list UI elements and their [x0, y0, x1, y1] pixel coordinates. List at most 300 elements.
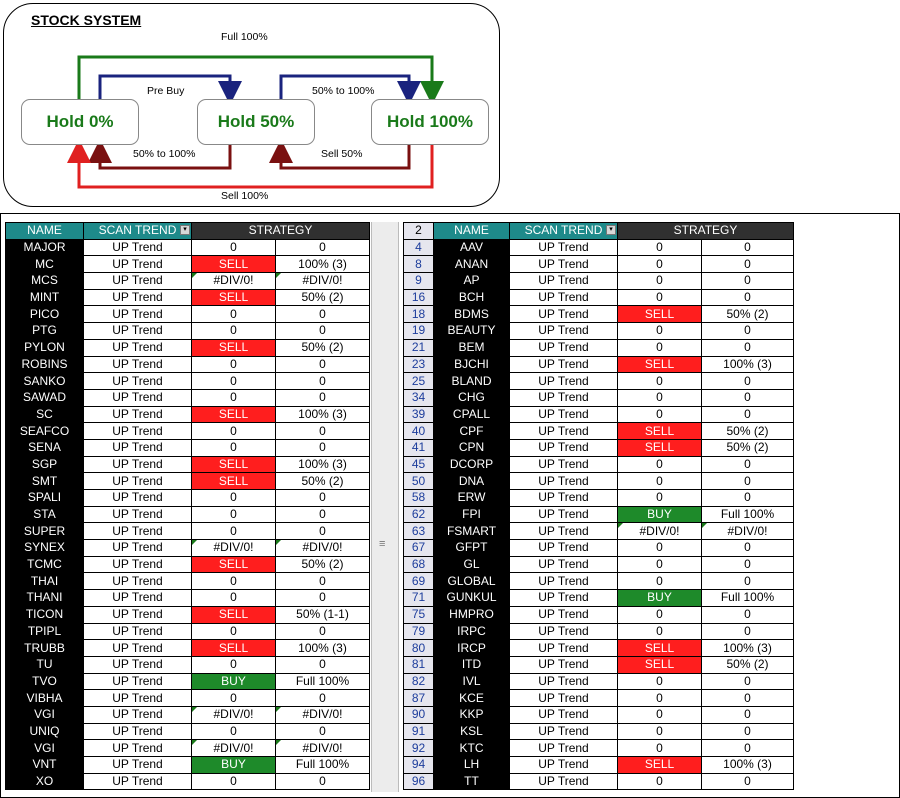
- strategy-signal-cell[interactable]: 0: [192, 573, 276, 590]
- stock-name-cell[interactable]: TICON: [6, 606, 84, 623]
- strategy-position-cell[interactable]: 0: [702, 289, 794, 306]
- strategy-signal-cell[interactable]: 0: [618, 389, 702, 406]
- scan-trend-cell[interactable]: UP Trend: [84, 757, 192, 774]
- strategy-position-cell[interactable]: 50% (2): [702, 439, 794, 456]
- row-number-cell[interactable]: 80: [404, 640, 434, 657]
- strategy-signal-cell[interactable]: 0: [618, 256, 702, 273]
- stock-name-cell[interactable]: BDMS: [434, 306, 510, 323]
- strategy-signal-cell[interactable]: 0: [192, 439, 276, 456]
- scan-trend-cell[interactable]: UP Trend: [510, 523, 618, 540]
- scan-trend-cell[interactable]: UP Trend: [510, 490, 618, 507]
- strategy-signal-cell[interactable]: #DIV/0!: [192, 540, 276, 557]
- stock-name-cell[interactable]: PICO: [6, 306, 84, 323]
- stock-name-cell[interactable]: AP: [434, 273, 510, 290]
- stock-name-cell[interactable]: KSL: [434, 723, 510, 740]
- scan-trend-cell[interactable]: UP Trend: [84, 740, 192, 757]
- row-number-cell[interactable]: 4: [404, 239, 434, 256]
- row-number-cell[interactable]: 9: [404, 273, 434, 290]
- scan-trend-header[interactable]: [84, 223, 192, 240]
- scan-trend-cell[interactable]: UP Trend: [84, 523, 192, 540]
- strategy-position-cell[interactable]: 0: [702, 389, 794, 406]
- strategy-position-cell[interactable]: 0: [702, 256, 794, 273]
- row-number-cell[interactable]: 91: [404, 723, 434, 740]
- strategy-position-cell[interactable]: 100% (3): [702, 757, 794, 774]
- row-number-cell[interactable]: 45: [404, 456, 434, 473]
- strategy-signal-cell[interactable]: 0: [618, 673, 702, 690]
- strategy-position-cell[interactable]: 100% (3): [702, 356, 794, 373]
- stock-name-cell[interactable]: SC: [6, 406, 84, 423]
- strategy-position-cell[interactable]: 0: [276, 323, 370, 340]
- strategy-signal-cell[interactable]: 0: [192, 323, 276, 340]
- stock-name-cell[interactable]: SAWAD: [6, 389, 84, 406]
- row-number-cell[interactable]: 21: [404, 339, 434, 356]
- row-number-cell[interactable]: 58: [404, 490, 434, 507]
- scan-trend-cell[interactable]: UP Trend: [510, 289, 618, 306]
- strategy-signal-cell[interactable]: SELL: [192, 606, 276, 623]
- strategy-signal-cell[interactable]: 0: [618, 556, 702, 573]
- strategy-signal-cell[interactable]: 0: [618, 490, 702, 507]
- stock-name-cell[interactable]: TRUBB: [6, 640, 84, 657]
- row-number-cell[interactable]: 50: [404, 473, 434, 490]
- strategy-signal-cell[interactable]: 0: [618, 273, 702, 290]
- strategy-position-cell[interactable]: Full 100%: [702, 506, 794, 523]
- strategy-signal-cell[interactable]: 0: [618, 573, 702, 590]
- scan-trend-cell[interactable]: UP Trend: [510, 540, 618, 557]
- stock-name-cell[interactable]: CPALL: [434, 406, 510, 423]
- strategy-position-cell[interactable]: 100% (3): [702, 640, 794, 657]
- scan-trend-cell[interactable]: UP Trend: [84, 540, 192, 557]
- scan-trend-cell[interactable]: UP Trend: [84, 423, 192, 440]
- strategy-signal-cell[interactable]: 0: [618, 456, 702, 473]
- scan-trend-cell[interactable]: UP Trend: [84, 590, 192, 607]
- strategy-position-cell[interactable]: 50% (2): [702, 423, 794, 440]
- row-number-cell[interactable]: 94: [404, 757, 434, 774]
- strategy-signal-cell[interactable]: 0: [618, 623, 702, 640]
- row-number-cell[interactable]: 62: [404, 506, 434, 523]
- strategy-position-cell[interactable]: 50% (2): [276, 473, 370, 490]
- strategy-position-cell[interactable]: 50% (2): [276, 556, 370, 573]
- strategy-signal-cell[interactable]: #DIV/0!: [192, 273, 276, 290]
- scan-trend-cell[interactable]: UP Trend: [84, 556, 192, 573]
- stock-name-cell[interactable]: DNA: [434, 473, 510, 490]
- row-number-cell[interactable]: 69: [404, 573, 434, 590]
- strategy-position-cell[interactable]: 100% (3): [276, 640, 370, 657]
- strategy-position-cell[interactable]: #DIV/0!: [276, 740, 370, 757]
- strategy-signal-cell[interactable]: SELL: [192, 556, 276, 573]
- stock-name-cell[interactable]: VGI: [6, 706, 84, 723]
- scan-trend-cell[interactable]: UP Trend: [84, 306, 192, 323]
- strategy-position-cell[interactable]: #DIV/0!: [702, 523, 794, 540]
- stock-name-cell[interactable]: SGP: [6, 456, 84, 473]
- row-number-cell[interactable]: 75: [404, 606, 434, 623]
- scan-trend-cell[interactable]: UP Trend: [84, 656, 192, 673]
- scan-trend-cell[interactable]: UP Trend: [510, 323, 618, 340]
- strategy-position-cell[interactable]: 0: [276, 306, 370, 323]
- strategy-position-cell[interactable]: 0: [702, 323, 794, 340]
- strategy-position-cell[interactable]: 0: [276, 590, 370, 607]
- stock-name-cell[interactable]: VNT: [6, 757, 84, 774]
- stock-name-cell[interactable]: AAV: [434, 239, 510, 256]
- scan-trend-cell[interactable]: UP Trend: [84, 356, 192, 373]
- strategy-signal-cell[interactable]: SELL: [618, 306, 702, 323]
- scan-trend-cell[interactable]: UP Trend: [84, 606, 192, 623]
- scan-trend-cell[interactable]: UP Trend: [84, 773, 192, 790]
- row-number-cell[interactable]: 18: [404, 306, 434, 323]
- strategy-position-cell[interactable]: 0: [276, 239, 370, 256]
- row-number-cell[interactable]: 19: [404, 323, 434, 340]
- strategy-signal-cell[interactable]: 0: [618, 723, 702, 740]
- stock-name-cell[interactable]: UNIQ: [6, 723, 84, 740]
- strategy-position-cell[interactable]: 50% (2): [276, 289, 370, 306]
- row-number-cell[interactable]: 68: [404, 556, 434, 573]
- strategy-signal-cell[interactable]: #DIV/0!: [618, 523, 702, 540]
- scan-trend-cell[interactable]: UP Trend: [510, 356, 618, 373]
- stock-name-cell[interactable]: ERW: [434, 490, 510, 507]
- strategy-signal-cell[interactable]: SELL: [618, 356, 702, 373]
- strategy-signal-cell[interactable]: 0: [618, 740, 702, 757]
- scan-trend-cell[interactable]: UP Trend: [510, 406, 618, 423]
- row-number-cell[interactable]: 81: [404, 656, 434, 673]
- scan-trend-cell[interactable]: UP Trend: [510, 423, 618, 440]
- stock-name-cell[interactable]: MINT: [6, 289, 84, 306]
- strategy-signal-cell[interactable]: 0: [192, 623, 276, 640]
- scan-trend-cell[interactable]: UP Trend: [84, 273, 192, 290]
- scan-trend-cell[interactable]: UP Trend: [510, 757, 618, 774]
- strategy-position-cell[interactable]: #DIV/0!: [276, 706, 370, 723]
- strategy-signal-cell[interactable]: SELL: [192, 256, 276, 273]
- strategy-signal-cell[interactable]: 0: [618, 690, 702, 707]
- strategy-signal-cell[interactable]: 0: [192, 590, 276, 607]
- strategy-position-cell[interactable]: #DIV/0!: [276, 540, 370, 557]
- strategy-position-cell[interactable]: 50% (2): [276, 339, 370, 356]
- strategy-signal-cell[interactable]: 0: [192, 356, 276, 373]
- strategy-position-cell[interactable]: 0: [702, 373, 794, 390]
- strategy-signal-cell[interactable]: SELL: [618, 757, 702, 774]
- strategy-signal-cell[interactable]: 0: [618, 706, 702, 723]
- strategy-position-cell[interactable]: 0: [276, 439, 370, 456]
- stock-name-cell[interactable]: STA: [6, 506, 84, 523]
- scan-trend-cell[interactable]: UP Trend: [510, 706, 618, 723]
- stock-name-cell[interactable]: CHG: [434, 389, 510, 406]
- scan-trend-cell[interactable]: UP Trend: [84, 640, 192, 657]
- pane-splitter[interactable]: [371, 222, 399, 792]
- strategy-signal-cell[interactable]: SELL: [618, 439, 702, 456]
- strategy-signal-cell[interactable]: #DIV/0!: [192, 706, 276, 723]
- strategy-signal-cell[interactable]: 0: [618, 540, 702, 557]
- strategy-signal-cell[interactable]: 0: [618, 373, 702, 390]
- strategy-position-cell[interactable]: 0: [276, 389, 370, 406]
- scan-trend-cell[interactable]: UP Trend: [510, 606, 618, 623]
- strategy-position-cell[interactable]: 100% (3): [276, 456, 370, 473]
- strategy-signal-cell[interactable]: SELL: [192, 339, 276, 356]
- strategy-position-cell[interactable]: 0: [702, 339, 794, 356]
- strategy-position-cell[interactable]: 100% (3): [276, 256, 370, 273]
- stock-name-cell[interactable]: IRPC: [434, 623, 510, 640]
- row-number-cell[interactable]: 39: [404, 406, 434, 423]
- strategy-signal-cell[interactable]: 0: [192, 373, 276, 390]
- strategy-signal-cell[interactable]: SELL: [618, 423, 702, 440]
- strategy-signal-cell[interactable]: 0: [618, 323, 702, 340]
- strategy-position-cell[interactable]: 0: [276, 423, 370, 440]
- stock-name-cell[interactable]: CPF: [434, 423, 510, 440]
- strategy-signal-cell[interactable]: SELL: [192, 473, 276, 490]
- strategy-signal-cell[interactable]: 0: [618, 606, 702, 623]
- strategy-position-cell[interactable]: Full 100%: [276, 757, 370, 774]
- stock-name-cell[interactable]: BEM: [434, 339, 510, 356]
- strategy-position-cell[interactable]: 0: [702, 456, 794, 473]
- stock-name-cell[interactable]: XO: [6, 773, 84, 790]
- scan-trend-cell[interactable]: UP Trend: [84, 406, 192, 423]
- stock-name-cell[interactable]: ANAN: [434, 256, 510, 273]
- strategy-signal-cell[interactable]: 0: [618, 339, 702, 356]
- strategy-position-cell[interactable]: 0: [276, 356, 370, 373]
- stock-name-cell[interactable]: MC: [6, 256, 84, 273]
- strategy-position-cell[interactable]: 50% (1-1): [276, 606, 370, 623]
- strategy-signal-cell[interactable]: 0: [192, 490, 276, 507]
- scan-trend-cell[interactable]: UP Trend: [84, 439, 192, 456]
- stock-name-cell[interactable]: SANKO: [6, 373, 84, 390]
- stock-name-cell[interactable]: THANI: [6, 590, 84, 607]
- strategy-position-cell[interactable]: 0: [276, 373, 370, 390]
- strategy-signal-cell[interactable]: 0: [192, 306, 276, 323]
- scan-trend-cell[interactable]: UP Trend: [510, 506, 618, 523]
- strategy-signal-cell[interactable]: 0: [192, 389, 276, 406]
- strategy-signal-cell[interactable]: 0: [192, 523, 276, 540]
- stock-name-cell[interactable]: SUPER: [6, 523, 84, 540]
- stock-name-cell[interactable]: IVL: [434, 673, 510, 690]
- strategy-signal-cell[interactable]: BUY: [192, 673, 276, 690]
- strategy-position-cell[interactable]: 0: [702, 773, 794, 790]
- row-number-cell[interactable]: 79: [404, 623, 434, 640]
- stock-name-cell[interactable]: GL: [434, 556, 510, 573]
- stock-name-cell[interactable]: IRCP: [434, 640, 510, 657]
- strategy-signal-cell[interactable]: 0: [618, 289, 702, 306]
- scan-trend-cell[interactable]: UP Trend: [84, 289, 192, 306]
- scan-trend-cell[interactable]: UP Trend: [510, 740, 618, 757]
- strategy-signal-cell[interactable]: #DIV/0!: [192, 740, 276, 757]
- scan-trend-cell[interactable]: UP Trend: [510, 389, 618, 406]
- strategy-position-cell[interactable]: 0: [702, 473, 794, 490]
- stock-name-cell[interactable]: TCMC: [6, 556, 84, 573]
- scan-trend-cell[interactable]: UP Trend: [510, 673, 618, 690]
- strategy-position-cell[interactable]: Full 100%: [276, 673, 370, 690]
- strategy-position-cell[interactable]: 0: [276, 623, 370, 640]
- scan-trend-cell[interactable]: UP Trend: [510, 439, 618, 456]
- stock-name-cell[interactable]: MAJOR: [6, 239, 84, 256]
- strategy-position-cell[interactable]: 0: [702, 406, 794, 423]
- row-number-cell[interactable]: 34: [404, 389, 434, 406]
- stock-name-cell[interactable]: LH: [434, 757, 510, 774]
- strategy-signal-cell[interactable]: 0: [192, 656, 276, 673]
- strategy-position-cell[interactable]: 0: [702, 239, 794, 256]
- scan-trend-cell[interactable]: UP Trend: [510, 256, 618, 273]
- scan-trend-cell[interactable]: UP Trend: [84, 706, 192, 723]
- strategy-position-cell[interactable]: 50% (2): [702, 656, 794, 673]
- strategy-position-cell[interactable]: 0: [702, 690, 794, 707]
- splitter-grip-icon[interactable]: ≡: [379, 538, 386, 550]
- strategy-position-cell[interactable]: Full 100%: [702, 590, 794, 607]
- strategy-position-cell[interactable]: 0: [276, 506, 370, 523]
- stock-name-cell[interactable]: PTG: [6, 323, 84, 340]
- stock-name-cell[interactable]: KKP: [434, 706, 510, 723]
- stock-name-cell[interactable]: GUNKUL: [434, 590, 510, 607]
- stock-name-cell[interactable]: TVO: [6, 673, 84, 690]
- row-number-cell[interactable]: 25: [404, 373, 434, 390]
- scan-trend-cell[interactable]: UP Trend: [510, 573, 618, 590]
- scan-trend-cell[interactable]: UP Trend: [510, 590, 618, 607]
- strategy-signal-cell[interactable]: 0: [192, 506, 276, 523]
- row-number-cell[interactable]: 67: [404, 540, 434, 557]
- row-number-cell[interactable]: 63: [404, 523, 434, 540]
- row-number-cell[interactable]: 90: [404, 706, 434, 723]
- stock-name-cell[interactable]: DCORP: [434, 456, 510, 473]
- scan-trend-cell[interactable]: UP Trend: [84, 573, 192, 590]
- scan-trend-cell[interactable]: UP Trend: [84, 256, 192, 273]
- stock-name-cell[interactable]: SENA: [6, 439, 84, 456]
- scan-trend-cell[interactable]: UP Trend: [84, 473, 192, 490]
- stock-name-cell[interactable]: VGI: [6, 740, 84, 757]
- stock-name-cell[interactable]: KTC: [434, 740, 510, 757]
- scan-trend-cell[interactable]: UP Trend: [84, 673, 192, 690]
- row-number-cell[interactable]: 82: [404, 673, 434, 690]
- scan-trend-cell[interactable]: UP Trend: [84, 389, 192, 406]
- strategy-signal-cell[interactable]: SELL: [192, 406, 276, 423]
- stock-name-cell[interactable]: SMT: [6, 473, 84, 490]
- scan-trend-cell[interactable]: UP Trend: [84, 456, 192, 473]
- strategy-signal-cell[interactable]: SELL: [192, 289, 276, 306]
- scan-trend-header[interactable]: [510, 223, 618, 240]
- strategy-position-cell[interactable]: 0: [702, 273, 794, 290]
- stock-name-cell[interactable]: GFPT: [434, 540, 510, 557]
- strategy-signal-cell[interactable]: 0: [192, 773, 276, 790]
- stock-name-cell[interactable]: CPN: [434, 439, 510, 456]
- strategy-signal-cell[interactable]: BUY: [618, 590, 702, 607]
- strategy-signal-cell[interactable]: 0: [192, 690, 276, 707]
- strategy-position-cell[interactable]: 0: [702, 490, 794, 507]
- strategy-position-cell[interactable]: 0: [702, 573, 794, 590]
- scan-trend-cell[interactable]: UP Trend: [510, 339, 618, 356]
- stock-name-cell[interactable]: BJCHI: [434, 356, 510, 373]
- strategy-position-cell[interactable]: 0: [702, 673, 794, 690]
- scan-trend-cell[interactable]: UP Trend: [84, 690, 192, 707]
- strategy-signal-cell[interactable]: SELL: [192, 456, 276, 473]
- strategy-signal-cell[interactable]: 0: [192, 423, 276, 440]
- strategy-position-cell[interactable]: 0: [276, 656, 370, 673]
- scan-trend-cell[interactable]: UP Trend: [84, 239, 192, 256]
- scan-trend-cell[interactable]: UP Trend: [510, 656, 618, 673]
- strategy-signal-cell[interactable]: 0: [618, 473, 702, 490]
- strategy-position-cell[interactable]: 0: [276, 723, 370, 740]
- strategy-position-cell[interactable]: 50% (2): [702, 306, 794, 323]
- strategy-signal-cell[interactable]: SELL: [192, 640, 276, 657]
- scan-trend-cell[interactable]: UP Trend: [510, 723, 618, 740]
- scan-trend-cell[interactable]: UP Trend: [84, 323, 192, 340]
- strategy-position-cell[interactable]: 0: [702, 556, 794, 573]
- stock-name-cell[interactable]: BEAUTY: [434, 323, 510, 340]
- stock-name-cell[interactable]: TU: [6, 656, 84, 673]
- row-number-cell[interactable]: 8: [404, 256, 434, 273]
- scan-trend-cell[interactable]: UP Trend: [510, 690, 618, 707]
- strategy-position-cell[interactable]: 0: [276, 523, 370, 540]
- stock-name-cell[interactable]: ITD: [434, 656, 510, 673]
- filter-dropdown-icon[interactable]: ▾: [180, 225, 190, 235]
- row-number-cell[interactable]: 40: [404, 423, 434, 440]
- row-number-cell[interactable]: 71: [404, 590, 434, 607]
- strategy-signal-cell[interactable]: SELL: [618, 656, 702, 673]
- stock-name-cell[interactable]: BCH: [434, 289, 510, 306]
- row-number-cell[interactable]: 87: [404, 690, 434, 707]
- strategy-position-cell[interactable]: 0: [702, 740, 794, 757]
- strategy-position-cell[interactable]: #DIV/0!: [276, 273, 370, 290]
- strategy-position-cell[interactable]: 0: [702, 606, 794, 623]
- strategy-position-cell[interactable]: 100% (3): [276, 406, 370, 423]
- row-number-cell[interactable]: 96: [404, 773, 434, 790]
- scan-trend-cell[interactable]: UP Trend: [84, 623, 192, 640]
- scan-trend-cell[interactable]: UP Trend: [510, 473, 618, 490]
- strategy-signal-cell[interactable]: BUY: [618, 506, 702, 523]
- stock-name-cell[interactable]: THAI: [6, 573, 84, 590]
- strategy-signal-cell[interactable]: 0: [618, 239, 702, 256]
- stock-name-cell[interactable]: KCE: [434, 690, 510, 707]
- strategy-position-cell[interactable]: 0: [702, 723, 794, 740]
- stock-name-cell[interactable]: SYNEX: [6, 540, 84, 557]
- stock-name-cell[interactable]: FPI: [434, 506, 510, 523]
- strategy-position-cell[interactable]: 0: [702, 623, 794, 640]
- stock-name-cell[interactable]: ROBINS: [6, 356, 84, 373]
- stock-name-cell[interactable]: TT: [434, 773, 510, 790]
- scan-trend-cell[interactable]: UP Trend: [510, 373, 618, 390]
- row-number-cell[interactable]: 23: [404, 356, 434, 373]
- strategy-signal-cell[interactable]: BUY: [192, 757, 276, 774]
- row-number-header[interactable]: 2: [404, 223, 434, 240]
- stock-name-cell[interactable]: SPALI: [6, 490, 84, 507]
- stock-name-cell[interactable]: HMPRO: [434, 606, 510, 623]
- scan-trend-cell[interactable]: UP Trend: [84, 506, 192, 523]
- stock-name-cell[interactable]: SEAFCO: [6, 423, 84, 440]
- strategy-position-cell[interactable]: 0: [276, 573, 370, 590]
- strategy-position-cell[interactable]: 0: [702, 540, 794, 557]
- stock-name-cell[interactable]: BLAND: [434, 373, 510, 390]
- scan-trend-cell[interactable]: UP Trend: [510, 306, 618, 323]
- filter-dropdown-icon[interactable]: ▾: [606, 225, 616, 235]
- stock-name-cell[interactable]: FSMART: [434, 523, 510, 540]
- scan-trend-cell[interactable]: UP Trend: [84, 373, 192, 390]
- strategy-position-cell[interactable]: 0: [276, 690, 370, 707]
- strategy-signal-cell[interactable]: SELL: [618, 640, 702, 657]
- scan-trend-cell[interactable]: UP Trend: [84, 339, 192, 356]
- scan-trend-cell[interactable]: UP Trend: [510, 773, 618, 790]
- scan-trend-cell[interactable]: UP Trend: [510, 556, 618, 573]
- scan-trend-cell[interactable]: UP Trend: [84, 490, 192, 507]
- stock-name-cell[interactable]: MCS: [6, 273, 84, 290]
- strategy-signal-cell[interactable]: 0: [192, 239, 276, 256]
- strategy-signal-cell[interactable]: 0: [618, 406, 702, 423]
- scan-trend-cell[interactable]: UP Trend: [510, 623, 618, 640]
- row-number-cell[interactable]: 92: [404, 740, 434, 757]
- row-number-cell[interactable]: 41: [404, 439, 434, 456]
- row-number-cell[interactable]: 16: [404, 289, 434, 306]
- stock-name-cell[interactable]: TPIPL: [6, 623, 84, 640]
- scan-trend-cell[interactable]: UP Trend: [510, 456, 618, 473]
- stock-name-cell[interactable]: GLOBAL: [434, 573, 510, 590]
- stock-name-cell[interactable]: VIBHA: [6, 690, 84, 707]
- strategy-position-cell[interactable]: 0: [276, 490, 370, 507]
- strategy-signal-cell[interactable]: 0: [618, 773, 702, 790]
- scan-trend-cell[interactable]: UP Trend: [510, 239, 618, 256]
- scan-trend-cell[interactable]: UP Trend: [84, 723, 192, 740]
- scan-trend-cell[interactable]: UP Trend: [510, 640, 618, 657]
- scan-trend-cell[interactable]: UP Trend: [510, 273, 618, 290]
